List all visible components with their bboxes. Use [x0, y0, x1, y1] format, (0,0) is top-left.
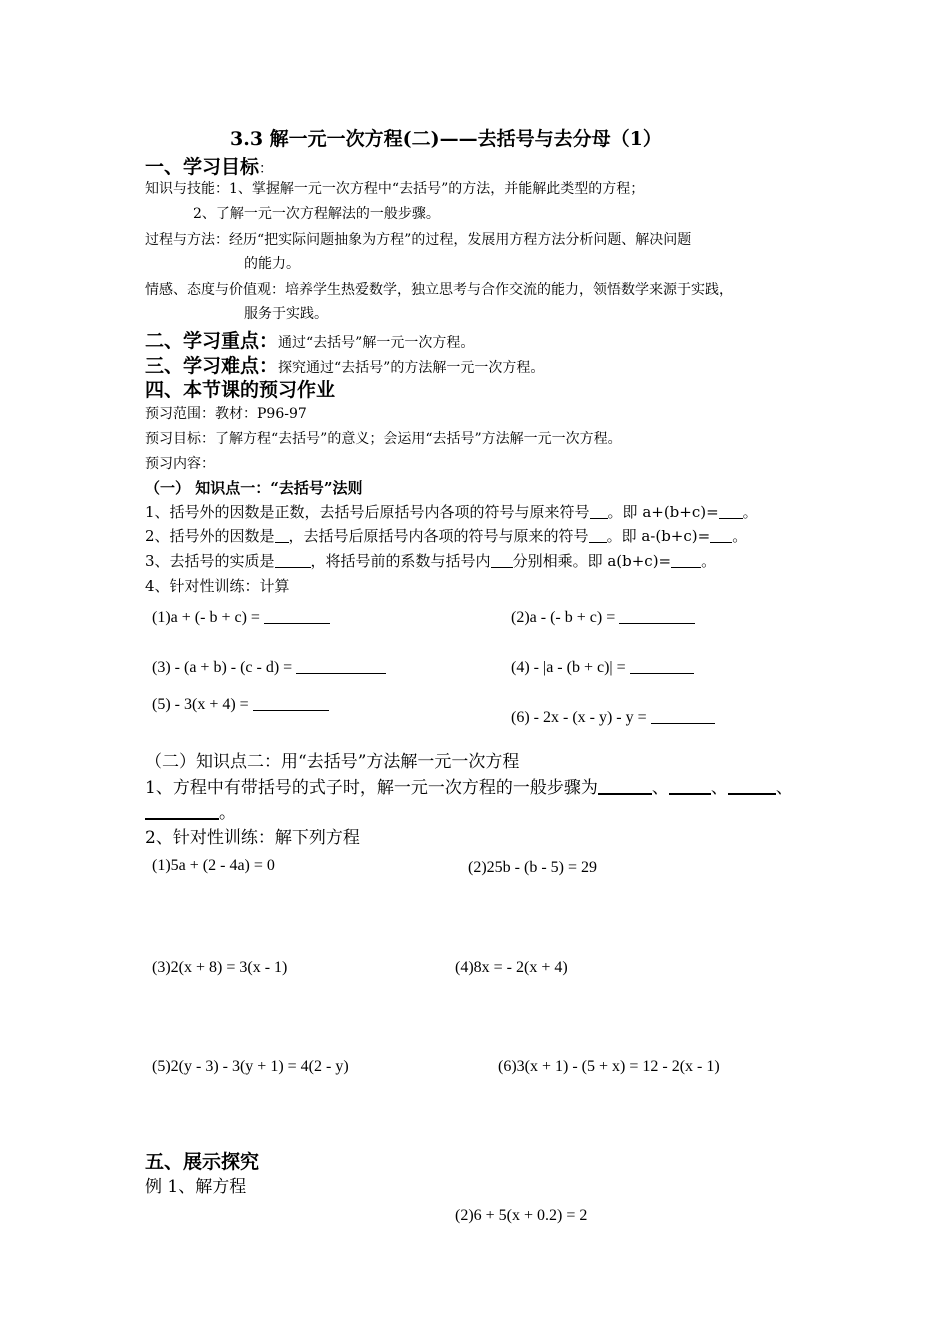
equation-1: (1)5a + (2 - 4a) = 0	[152, 857, 275, 874]
objective-knowledge: 知识与技能：1、掌握解一元一次方程中“去括号”的方法，并能解此类型的方程；	[145, 181, 645, 197]
step-end: 。	[219, 803, 236, 823]
rule-2-text-3: 。即 a-(b+c)=	[606, 527, 711, 545]
calc-exercise-4	[511, 657, 694, 677]
knowledge-2-heading: （二）知识点二：用“去括号”方法解一元一次方程	[145, 752, 520, 772]
preview-range: 预习范围：教材：P96-97	[145, 406, 307, 422]
calc-answer-6[interactable]	[651, 707, 715, 724]
rule-2-blank-1[interactable]	[275, 527, 289, 543]
calc-answer-3[interactable]	[296, 657, 386, 674]
rule-3-text: 3、去括号的实质是	[145, 552, 275, 570]
calc-exercise-1	[152, 607, 330, 627]
rule-1-blank-2[interactable]	[719, 503, 743, 519]
objective-attitude-cont: 服务于实践。	[244, 306, 328, 322]
step-blank-2[interactable]	[669, 776, 711, 795]
calc-exercise-2-text: (2)a - (- b + c) =	[511, 609, 616, 626]
step-blank-4[interactable]	[145, 801, 219, 820]
preview-content: 预习内容：	[145, 456, 215, 472]
section-1-heading	[145, 152, 273, 179]
practice-calc-label: 4、针对性训练：计算	[145, 577, 290, 595]
rule-2-text-2: ，去括号后原括号内各项的符号与原来的符号	[288, 527, 589, 545]
equation-3: (3)2(x + 8) = 3(x - 1)	[152, 959, 288, 976]
calc-exercise-3	[152, 657, 386, 677]
step-blank-1[interactable]	[598, 776, 652, 795]
objective-attitude: 情感、态度与价值观：培养学生热爱数学，独立思考与合作交流的能力，领悟数学来源于实践，	[145, 282, 733, 298]
calc-answer-2[interactable]	[619, 607, 695, 624]
solve-steps-text: 1、方程中有带括号的式子时，解一元一次方程的一般步骤为	[145, 778, 598, 798]
rule-1-text-2: 。即 a+(b+c)=	[607, 503, 719, 521]
rule-1-text: 1、括号外的因数是正数，去括号后原括号内各项的符号与原来符号	[145, 503, 590, 521]
calc-answer-5[interactable]	[253, 694, 329, 711]
calc-exercise-5-text: (5) - 3(x + 4) =	[152, 696, 249, 713]
step-sep-3: 、	[775, 778, 793, 798]
equation-4: (4)8x = - 2(x + 4)	[455, 959, 568, 976]
calc-exercise-5	[152, 694, 329, 714]
section-1-heading-text: 一、学习目标	[145, 156, 260, 178]
practice-solve-label: 2、针对性训练：解下列方程	[145, 828, 360, 848]
section-2-text: 通过“去括号”解一元一次方程。	[278, 335, 475, 351]
step-sep-1: 、	[651, 778, 669, 798]
calc-exercise-4-text: (4) - |a - (b + c)| =	[511, 659, 626, 676]
section-5-heading: 五、展示探究	[145, 1151, 260, 1173]
rule-3-text-3: 分别相乘。即 a(b+c)=	[512, 552, 672, 570]
calc-exercise-6-text: (6) - 2x - (x - y) - y =	[511, 709, 647, 726]
section-3-text: 探究通过“去括号”的方法解一元一次方程。	[278, 360, 545, 376]
example-1-label: 例 1、解方程	[145, 1177, 247, 1197]
preview-goal: 预习目标：了解方程“去括号”的意义；会运用“去括号”方法解一元一次方程。	[145, 431, 622, 447]
rule-3-blank-1[interactable]	[275, 552, 311, 568]
rule-2-end: 。	[732, 527, 748, 545]
rule-3-blank-3[interactable]	[671, 552, 701, 568]
step-blank-3[interactable]	[728, 776, 776, 795]
knowledge-1-heading: （一） 知识点一：“去括号”法则	[145, 479, 363, 497]
rule-1	[145, 501, 758, 522]
rule-3-text-2: ，将括号前的系数与括号内	[310, 552, 491, 570]
step-sep-2: 、	[710, 778, 728, 798]
calc-exercise-2	[511, 607, 695, 627]
rule-1-end: 。	[742, 503, 758, 521]
equation-2: (2)25b - (b - 5) = 29	[468, 859, 597, 876]
rule-1-blank-1[interactable]	[590, 503, 608, 519]
solve-steps-cont	[145, 798, 236, 823]
calc-answer-4[interactable]	[630, 657, 694, 674]
equation-6: (6)3(x + 1) - (5 + x) = 12 - 2(x - 1)	[498, 1058, 720, 1075]
example-1-equation-2: (2)6 + 5(x + 0.2) = 2	[455, 1207, 588, 1224]
page-title: 3.3 解一元一次方程(二)——去括号与去分母（1）	[230, 128, 662, 150]
rule-2	[145, 525, 747, 546]
objective-process-cont: 的能力。	[244, 256, 300, 272]
solve-steps	[145, 773, 793, 798]
section-2	[145, 326, 474, 353]
section-3	[145, 351, 544, 378]
rule-2-blank-2[interactable]	[589, 527, 607, 543]
objective-knowledge-2: 2、了解一元一次方程解法的一般步骤。	[193, 206, 440, 222]
objective-process: 过程与方法：经历“把实际问题抽象为方程”的过程，发展用方程方法分析问题、解决问题	[145, 232, 692, 248]
calc-answer-1[interactable]	[264, 607, 330, 624]
equation-5: (5)2(y - 3) - 3(y + 1) = 4(2 - y)	[152, 1058, 349, 1075]
calc-exercise-1-text: (1)a + (- b + c) =	[152, 609, 260, 626]
rule-3-blank-2[interactable]	[491, 552, 513, 568]
section-3-heading: 三、学习难点：	[145, 355, 279, 377]
rule-2-text: 2、括号外的因数是	[145, 527, 275, 545]
rule-3-end: 。	[701, 552, 717, 570]
section-4-heading: 四、本节课的预习作业	[145, 379, 336, 401]
rule-2-blank-3[interactable]	[710, 527, 732, 543]
section-2-heading: 二、学习重点：	[145, 330, 279, 352]
rule-3	[145, 550, 716, 571]
calc-exercise-3-text: (3) - (a + b) - (c - d) =	[152, 659, 293, 676]
section-1-heading-colon: ：	[259, 161, 274, 177]
calc-exercise-6	[511, 707, 715, 727]
